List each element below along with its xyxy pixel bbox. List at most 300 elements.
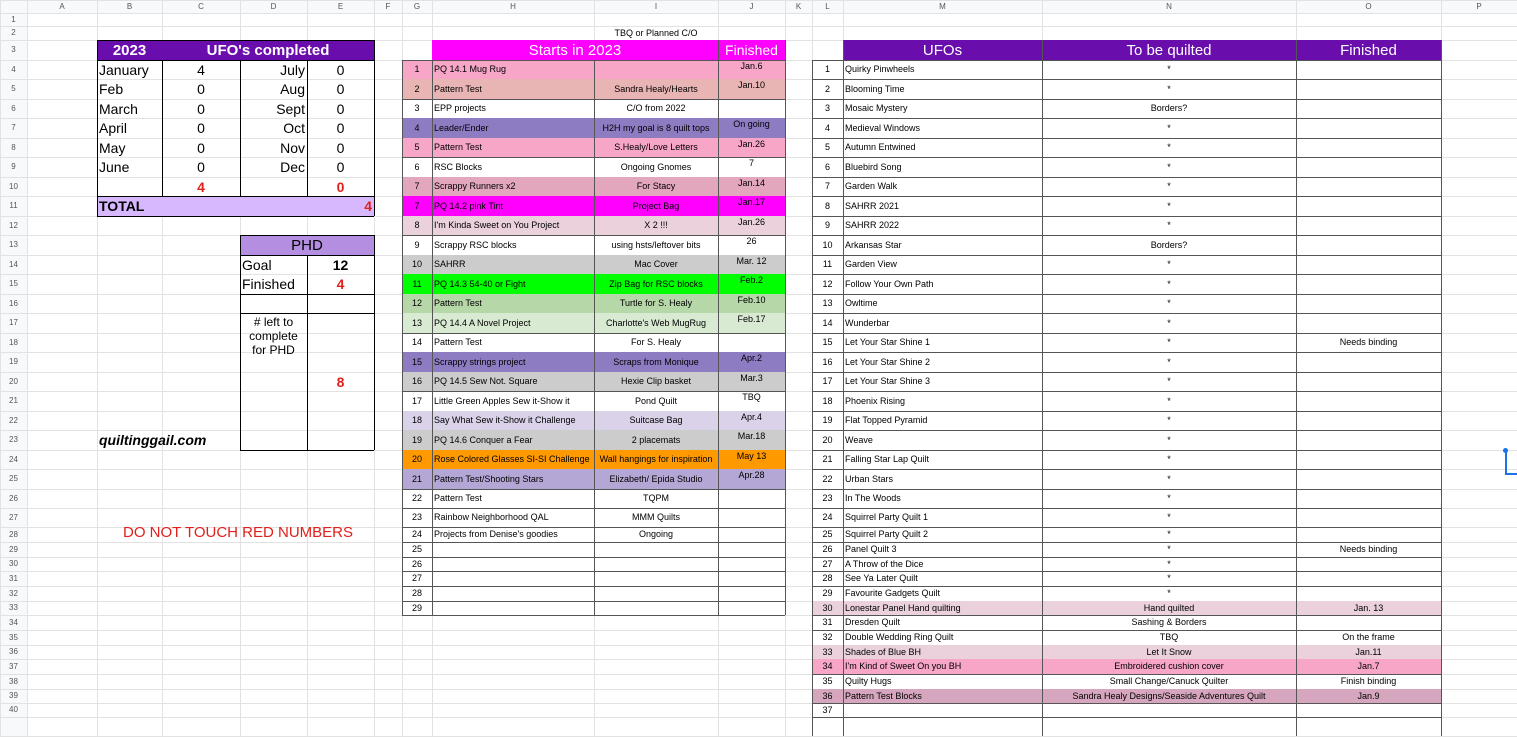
- ufos-quilt-name[interactable]: Autumn Entwined: [845, 142, 916, 152]
- ufos-quilt-name[interactable]: Mosaic Mystery: [845, 103, 908, 113]
- starts-index[interactable]: 6: [414, 161, 420, 172]
- ufos-index[interactable]: 2: [824, 83, 830, 94]
- ufos-quilt-name[interactable]: Pattern Test Blocks: [843, 689, 1042, 703]
- starts-index[interactable]: 24: [411, 529, 422, 539]
- ufo-month-right[interactable]: Sept: [276, 100, 305, 117]
- row-header-29[interactable]: 29: [9, 544, 18, 554]
- ufo-count-left[interactable]: 4: [197, 61, 205, 78]
- starts-index[interactable]: 3: [414, 103, 420, 113]
- ufos-finished[interactable]: Jan. 13: [1296, 601, 1441, 615]
- row-header-18[interactable]: 18: [9, 337, 18, 347]
- ufos-to-be-quilted[interactable]: *: [1167, 573, 1171, 583]
- starts-project[interactable]: PQ 14.4 A Novel Project: [432, 313, 594, 333]
- ufo-completed-header[interactable]: UFO's completed: [162, 40, 374, 60]
- starts-project[interactable]: EPP projects: [434, 103, 486, 113]
- column-header-j[interactable]: J: [749, 2, 754, 11]
- row-header-9[interactable]: 9: [11, 162, 16, 171]
- ufos-to-be-quilted[interactable]: *: [1167, 259, 1171, 269]
- ufos-to-be-quilted[interactable]: *: [1167, 122, 1171, 133]
- starts-finished[interactable]: May 13: [718, 450, 785, 469]
- ufos-finished[interactable]: On the frame: [1342, 632, 1395, 642]
- starts-finished[interactable]: Jan.26: [718, 138, 785, 157]
- ufo-count-right[interactable]: 0: [336, 100, 345, 117]
- starts-finished[interactable]: [718, 542, 785, 557]
- ufos-index[interactable]: 22: [822, 473, 833, 484]
- row-header-34[interactable]: 34: [9, 617, 18, 627]
- ufos-finished[interactable]: [1296, 294, 1441, 313]
- starts-index[interactable]: 25: [411, 544, 422, 554]
- ufo-count-left[interactable]: 0: [197, 81, 205, 97]
- phd-goal-label[interactable]: Goal: [242, 256, 272, 273]
- starts-project[interactable]: Pattern Test: [434, 337, 482, 347]
- ufo-total-label[interactable]: TOTAL: [97, 196, 162, 216]
- ufos-to-be-quilted[interactable]: Small Change/Canuck Quilter: [1109, 676, 1229, 686]
- starts-finished[interactable]: Apr.2: [718, 352, 785, 372]
- ufos-index[interactable]: 19: [822, 415, 833, 425]
- starts-planned[interactable]: Wall hangings for inspiration: [594, 450, 718, 469]
- row-header-22[interactable]: 22: [9, 415, 18, 425]
- ufos-quilt-name[interactable]: Let Your Star Shine 3: [845, 376, 931, 386]
- starts-project[interactable]: RSC Blocks: [434, 161, 483, 172]
- ufos-finished[interactable]: [1296, 177, 1441, 196]
- starts-index[interactable]: 19: [402, 430, 432, 450]
- starts-planned[interactable]: Ongoing: [638, 529, 674, 539]
- ufos-finished[interactable]: [1296, 586, 1441, 601]
- row-header-24[interactable]: 24: [9, 454, 18, 464]
- starts-index[interactable]: 12: [402, 294, 432, 313]
- starts-project[interactable]: [432, 586, 594, 601]
- ufos-to-be-quilted[interactable]: *: [1167, 142, 1171, 152]
- ufos-quilt-name[interactable]: Panel Quilt 3: [845, 544, 897, 554]
- ufos-quilt-name[interactable]: SAHRR 2022: [845, 220, 900, 230]
- starts-index[interactable]: 26: [411, 558, 422, 569]
- ufos-index[interactable]: 33: [812, 645, 843, 659]
- ufos-quilt-name[interactable]: SAHRR 2021: [845, 200, 900, 211]
- ufos-index[interactable]: 8: [824, 200, 830, 211]
- ufos-to-be-quilted[interactable]: Borders?: [1150, 239, 1188, 250]
- row-header-33[interactable]: 33: [9, 603, 18, 612]
- ufos-quilt-name[interactable]: [843, 703, 1042, 717]
- starts-project[interactable]: Pattern Test: [432, 79, 594, 99]
- row-header-26[interactable]: 26: [9, 493, 18, 503]
- starts-planned[interactable]: MMM Quilts: [632, 512, 680, 522]
- ufos-quilt-name[interactable]: A Throw of the Dice: [845, 558, 924, 569]
- starts-planned[interactable]: X 2 !!!: [594, 216, 718, 235]
- ufos-index[interactable]: 13: [822, 298, 833, 308]
- ufos-to-be-quilted[interactable]: *: [1167, 64, 1171, 74]
- ufos-quilt-name[interactable]: Urban Stars: [845, 473, 894, 484]
- ufos-index[interactable]: 24: [822, 512, 833, 522]
- starts-finished-header[interactable]: Finished: [718, 40, 785, 60]
- ufos-finished[interactable]: [1296, 411, 1441, 430]
- starts-finished[interactable]: 26: [746, 236, 757, 246]
- starts-index[interactable]: 17: [411, 395, 422, 406]
- row-header-12[interactable]: 12: [9, 220, 18, 230]
- column-header-l[interactable]: L: [825, 2, 830, 11]
- ufo-count-left[interactable]: 0: [197, 159, 205, 175]
- row-header-37[interactable]: 37: [9, 661, 18, 671]
- ufos-quilt-name[interactable]: Arkansas Star: [845, 239, 902, 250]
- starts-project[interactable]: [432, 601, 594, 615]
- ufos-quilt-name[interactable]: Shades of Blue BH: [843, 645, 1042, 659]
- ufos-to-be-quilted[interactable]: *: [1167, 317, 1171, 328]
- starts-planned[interactable]: C/O from 2022: [626, 103, 686, 113]
- row-header-28[interactable]: 28: [9, 529, 18, 539]
- row-header-11[interactable]: 11: [9, 201, 18, 210]
- ufos-finished[interactable]: Jan.7: [1296, 659, 1441, 674]
- starts-planned[interactable]: [594, 542, 718, 557]
- ufos-finished[interactable]: [1296, 138, 1441, 157]
- ufos-to-be-quilted[interactable]: *: [1167, 200, 1171, 211]
- starts-planned[interactable]: 2 placemats: [594, 430, 718, 450]
- starts-finished[interactable]: Apr.28: [718, 469, 785, 489]
- starts-planned[interactable]: Elizabeth/ Epida Studio: [594, 469, 718, 489]
- ufos-to-be-quilted[interactable]: *: [1167, 473, 1171, 484]
- starts-finished[interactable]: [718, 508, 785, 527]
- starts-project[interactable]: PQ 14.2 pink Tint: [432, 196, 594, 216]
- ufos-to-be-quilted[interactable]: *: [1167, 298, 1171, 308]
- ufos-quilt-name[interactable]: Phoenix Rising: [845, 395, 906, 406]
- ufos-finished[interactable]: [1296, 703, 1441, 717]
- ufos-finished[interactable]: Finish binding: [1340, 676, 1397, 686]
- starts-planned[interactable]: [594, 586, 718, 601]
- starts-project[interactable]: Little Green Apples Sew it-Show it: [434, 395, 570, 406]
- ufos-index[interactable]: 9: [824, 220, 830, 230]
- row-header-5[interactable]: 5: [11, 84, 16, 93]
- row-header-39[interactable]: 39: [9, 691, 18, 700]
- ufos-to-be-quilted[interactable]: *: [1167, 395, 1171, 406]
- starts-header[interactable]: Starts in 2023: [432, 40, 718, 60]
- ufos-index[interactable]: 35: [822, 676, 833, 686]
- starts-planned[interactable]: Hexie Clip basket: [594, 372, 718, 391]
- starts-index[interactable]: 8: [402, 216, 432, 235]
- ufos-finished[interactable]: [1296, 450, 1441, 469]
- column-header-b[interactable]: B: [126, 2, 133, 11]
- starts-finished[interactable]: Apr.4: [718, 411, 785, 430]
- ufos-finished[interactable]: [1296, 60, 1441, 79]
- ufos-index[interactable]: 25: [822, 529, 833, 539]
- starts-project[interactable]: I'm Kinda Sweet on You Project: [432, 216, 594, 235]
- ufos-finished[interactable]: [1296, 157, 1441, 177]
- ufo-total-value[interactable]: 4: [162, 196, 374, 216]
- starts-project[interactable]: PQ 14.6 Conquer a Fear: [432, 430, 594, 450]
- row-header-4[interactable]: 4: [11, 64, 16, 74]
- ufos-finished[interactable]: [1296, 255, 1441, 274]
- ufos-finished-header[interactable]: Finished: [1296, 40, 1441, 60]
- row-header-36[interactable]: 36: [9, 647, 18, 656]
- ufo-count-left[interactable]: 0: [197, 139, 205, 156]
- starts-project[interactable]: Pattern Test/Shooting Stars: [432, 469, 594, 489]
- ufos-to-be-quilted[interactable]: Let It Snow: [1042, 645, 1296, 659]
- ufos-to-be-quilted[interactable]: *: [1167, 512, 1171, 522]
- ufos-to-be-quilted[interactable]: *: [1167, 161, 1171, 172]
- ufo-count-right[interactable]: 0: [336, 81, 345, 97]
- starts-planned[interactable]: using hsts/leftover bits: [611, 239, 701, 250]
- starts-planned[interactable]: [594, 571, 718, 586]
- row-header-25[interactable]: 25: [9, 474, 18, 483]
- starts-project[interactable]: Leader/Ender: [432, 118, 594, 138]
- ufos-finished[interactable]: [1296, 557, 1441, 571]
- ufos-index[interactable]: 27: [822, 558, 833, 569]
- ufos-quilt-name[interactable]: Wunderbar: [845, 317, 890, 328]
- ufos-to-be-quilted[interactable]: *: [1167, 337, 1171, 347]
- starts-project[interactable]: Pattern Test: [432, 138, 594, 157]
- starts-project[interactable]: PQ 14.3 54-40 or Fight: [432, 274, 594, 294]
- ufos-finished[interactable]: [1296, 235, 1441, 255]
- ufos-quilt-name[interactable]: Squirrel Party Quilt 1: [845, 512, 929, 522]
- ufos-finished[interactable]: [1296, 527, 1441, 542]
- column-header-c[interactable]: C: [198, 2, 204, 11]
- starts-finished[interactable]: [718, 586, 785, 601]
- starts-project[interactable]: Pattern Test: [434, 493, 482, 503]
- starts-index[interactable]: 22: [411, 493, 422, 503]
- ufos-index[interactable]: 21: [822, 454, 833, 464]
- starts-planned[interactable]: TQPM: [643, 493, 669, 503]
- starts-index[interactable]: 14: [411, 337, 422, 347]
- ufos-to-be-quilted[interactable]: Sandra Healy Designs/Seaside Adventures Quilt: [1042, 689, 1296, 703]
- ufo-month-right[interactable]: Oct: [283, 120, 305, 136]
- row-header-23[interactable]: 23: [9, 435, 18, 444]
- ufos-to-be-quilted[interactable]: *: [1167, 493, 1171, 503]
- ufos-to-be-quilted[interactable]: *: [1167, 529, 1171, 539]
- row-header-6[interactable]: 6: [11, 103, 16, 113]
- row-header-14[interactable]: 14: [9, 259, 18, 269]
- starts-index[interactable]: 21: [402, 469, 432, 489]
- phd-finished-value[interactable]: 4: [336, 276, 345, 292]
- ufos-index[interactable]: 26: [822, 544, 833, 554]
- row-header-40[interactable]: 40: [9, 705, 18, 714]
- ufos-quilt-name[interactable]: Medieval Windows: [845, 122, 921, 133]
- starts-index[interactable]: 23: [411, 512, 422, 522]
- starts-index[interactable]: 18: [402, 411, 432, 430]
- starts-project[interactable]: Projects from Denise's goodies: [434, 529, 558, 539]
- row-header-32[interactable]: 32: [9, 588, 18, 598]
- starts-index[interactable]: 27: [411, 573, 422, 583]
- starts-finished[interactable]: [718, 601, 785, 615]
- ufo-month-left[interactable]: May: [99, 139, 126, 156]
- row-header-19[interactable]: 19: [9, 357, 18, 366]
- ufos-finished[interactable]: [1296, 571, 1441, 586]
- ufos-index[interactable]: 3: [824, 103, 830, 113]
- starts-project[interactable]: SAHRR: [432, 255, 594, 274]
- column-header-o[interactable]: O: [1365, 2, 1372, 11]
- ufos-quilt-name[interactable]: Falling Star Lap Quilt: [845, 454, 930, 464]
- ufo-year-header[interactable]: 2023: [97, 40, 162, 60]
- starts-finished[interactable]: Jan.14: [718, 177, 785, 196]
- starts-planned[interactable]: For S. Healy: [630, 337, 681, 347]
- starts-index[interactable]: 15: [402, 352, 432, 372]
- starts-index[interactable]: 29: [411, 602, 422, 613]
- starts-finished[interactable]: Feb.10: [718, 294, 785, 313]
- starts-index[interactable]: 9: [414, 239, 420, 250]
- starts-finished[interactable]: Jan.10: [718, 79, 785, 99]
- ufos-to-be-quilted[interactable]: TBQ: [1159, 632, 1179, 642]
- ufos-to-be-quilted[interactable]: Embroidered cushion cover: [1042, 659, 1296, 674]
- starts-finished[interactable]: [718, 333, 785, 352]
- ufos-to-be-quilted[interactable]: Sashing & Borders: [1131, 617, 1207, 627]
- ufo-count-right[interactable]: 0: [336, 61, 345, 78]
- column-header-f[interactable]: F: [385, 2, 391, 11]
- starts-planned[interactable]: H2H my goal is 8 quilt tops: [594, 118, 718, 138]
- row-header-16[interactable]: 16: [9, 298, 18, 308]
- ufos-to-be-quilted[interactable]: *: [1167, 356, 1171, 367]
- starts-tbq-header[interactable]: TBQ or Planned C/O: [614, 27, 698, 38]
- column-header-a[interactable]: A: [59, 2, 65, 11]
- phd-goal-value[interactable]: 12: [332, 256, 349, 273]
- starts-index[interactable]: 7: [402, 196, 432, 216]
- starts-project[interactable]: Say What Sew it-Show it Challenge: [432, 411, 594, 430]
- ufos-to-be-quilted[interactable]: *: [1167, 278, 1171, 289]
- starts-index[interactable]: 13: [402, 313, 432, 333]
- ufo-count-left[interactable]: 0: [197, 120, 205, 136]
- starts-index[interactable]: 4: [402, 118, 432, 138]
- ufos-quilt-name[interactable]: Blooming Time: [845, 83, 905, 94]
- starts-index[interactable]: 11: [402, 274, 432, 294]
- starts-project[interactable]: [432, 542, 594, 557]
- column-header-i[interactable]: I: [654, 2, 658, 11]
- ufos-to-be-quilted[interactable]: *: [1167, 376, 1171, 386]
- starts-finished[interactable]: [718, 571, 785, 586]
- ufos-finished[interactable]: [1296, 391, 1441, 411]
- ufos-finished[interactable]: [1296, 615, 1441, 630]
- ufo-count-right[interactable]: 0: [336, 139, 345, 156]
- ufos-index[interactable]: 31: [822, 617, 833, 627]
- starts-index[interactable]: 7: [402, 177, 432, 196]
- ufos-quilt-name[interactable]: Dresden Quilt: [845, 617, 901, 627]
- ufos-quilt-name[interactable]: Squirrel Party Quilt 2: [845, 529, 929, 539]
- starts-project[interactable]: Scrappy Runners x2: [432, 177, 594, 196]
- ufos-to-be-quilted[interactable]: Borders?: [1150, 103, 1188, 113]
- row-header-8[interactable]: 8: [11, 142, 16, 152]
- starts-planned[interactable]: Suitcase Bag: [594, 411, 718, 430]
- starts-project[interactable]: [432, 571, 594, 586]
- ufos-quilt-name[interactable]: Favourite Gadgets Quilt: [845, 588, 941, 598]
- ufo-count-left[interactable]: 0: [197, 100, 205, 117]
- row-header-1[interactable]: 1: [11, 14, 16, 24]
- starts-planned[interactable]: [594, 557, 718, 571]
- starts-planned[interactable]: Pond Quilt: [634, 395, 678, 406]
- ufos-quilted-header[interactable]: To be quilted: [1042, 40, 1296, 60]
- ufos-finished[interactable]: [1296, 489, 1441, 508]
- starts-index[interactable]: 1: [402, 60, 432, 79]
- ufos-index[interactable]: 32: [822, 632, 833, 642]
- ufos-index[interactable]: 37: [822, 704, 833, 715]
- ufos-quilt-name[interactable]: Let Your Star Shine 2: [845, 356, 931, 367]
- column-header-k[interactable]: K: [795, 2, 802, 11]
- ufos-index[interactable]: 1: [824, 64, 830, 74]
- ufos-to-be-quilted[interactable]: *: [1167, 544, 1171, 554]
- ufos-finished[interactable]: Needs binding: [1339, 544, 1398, 554]
- starts-planned[interactable]: Turtle for S. Healy: [594, 294, 718, 313]
- column-header-d[interactable]: D: [270, 2, 277, 11]
- ufos-index[interactable]: 34: [812, 659, 843, 674]
- ufo-sum-right[interactable]: 0: [336, 178, 345, 195]
- ufo-month-right[interactable]: Aug: [280, 81, 305, 97]
- ufos-quilt-name[interactable]: See Ya Later Quilt: [845, 573, 918, 583]
- ufos-quilt-name[interactable]: Follow Your Own Path: [845, 278, 934, 289]
- starts-planned[interactable]: [594, 60, 718, 79]
- ufos-index[interactable]: 11: [822, 259, 833, 269]
- ufo-month-left[interactable]: June: [99, 159, 130, 175]
- ufos-quilt-name[interactable]: Garden Walk: [845, 181, 898, 191]
- starts-index[interactable]: 10: [402, 255, 432, 274]
- ufos-quilt-name[interactable]: In The Woods: [845, 493, 901, 503]
- row-header-20[interactable]: 20: [9, 376, 18, 386]
- ufos-quilt-name[interactable]: I'm Kind of Sweet On you BH: [843, 659, 1042, 674]
- starts-index[interactable]: 5: [402, 138, 432, 157]
- row-header-2[interactable]: 2: [11, 28, 16, 37]
- row-header-38[interactable]: 38: [9, 676, 18, 686]
- starts-project[interactable]: PQ 14.1 Mug Rug: [432, 60, 594, 79]
- ufos-to-be-quilted[interactable]: *: [1167, 181, 1171, 191]
- ufos-to-be-quilted[interactable]: *: [1167, 83, 1171, 94]
- ufos-finished[interactable]: [1296, 79, 1441, 99]
- row-header-21[interactable]: 21: [9, 396, 18, 405]
- starts-finished[interactable]: TBQ: [742, 392, 761, 402]
- starts-finished[interactable]: [718, 489, 785, 508]
- ufos-finished[interactable]: [1296, 196, 1441, 216]
- ufos-index[interactable]: 23: [822, 493, 833, 503]
- starts-project[interactable]: [432, 557, 594, 571]
- column-header-n[interactable]: N: [1166, 2, 1172, 11]
- ufos-to-be-quilted[interactable]: *: [1167, 220, 1171, 230]
- starts-project[interactable]: Pattern Test: [432, 294, 594, 313]
- ufos-finished[interactable]: [1296, 216, 1441, 235]
- starts-finished[interactable]: Mar.18: [718, 430, 785, 450]
- row-header-30[interactable]: 30: [9, 559, 18, 568]
- ufos-quilt-name[interactable]: Quilty Hugs: [845, 676, 892, 686]
- ufos-to-be-quilted[interactable]: *: [1167, 434, 1171, 445]
- starts-index[interactable]: 16: [402, 372, 432, 391]
- ufo-month-right[interactable]: Nov: [280, 139, 305, 156]
- phd-left-label[interactable]: # left to complete for PHD: [249, 315, 298, 357]
- ufos-finished[interactable]: [1296, 372, 1441, 391]
- ufo-month-left[interactable]: March: [99, 100, 138, 117]
- ufos-quilt-name[interactable]: Bluebird Song: [845, 161, 902, 172]
- row-header-13[interactable]: 13: [9, 240, 18, 249]
- starts-finished[interactable]: [718, 527, 785, 542]
- row-header-7[interactable]: 7: [11, 123, 16, 132]
- starts-planned[interactable]: Scraps from Monique: [594, 352, 718, 372]
- starts-finished[interactable]: [718, 99, 785, 118]
- starts-planned[interactable]: Sandra Healy/Hearts: [594, 79, 718, 99]
- column-header-m[interactable]: M: [939, 2, 946, 11]
- ufos-quilt-name[interactable]: Weave: [845, 434, 873, 445]
- ufos-index[interactable]: 36: [812, 689, 843, 703]
- ufos-finished[interactable]: Jan.9: [1296, 689, 1441, 703]
- ufo-count-right[interactable]: 0: [336, 159, 345, 175]
- ufos-to-be-quilted[interactable]: Hand quilted: [1042, 601, 1296, 615]
- starts-planned[interactable]: Zip Bag for RSC blocks: [594, 274, 718, 294]
- ufos-index[interactable]: 6: [824, 161, 830, 172]
- starts-project[interactable]: Rose Colored Glasses SI-SI Challenge: [432, 450, 594, 469]
- ufos-quilt-name[interactable]: Lonestar Panel Hand quilting: [843, 601, 1042, 615]
- ufos-index[interactable]: 7: [824, 181, 830, 191]
- ufos-to-be-quilted[interactable]: *: [1167, 415, 1171, 425]
- column-header-e[interactable]: E: [337, 2, 344, 11]
- ufo-month-left[interactable]: January: [99, 61, 149, 78]
- ufos-index[interactable]: 4: [824, 122, 830, 133]
- starts-index[interactable]: 28: [411, 588, 422, 598]
- ufos-finished[interactable]: [1296, 430, 1441, 450]
- ufos-to-be-quilted[interactable]: *: [1167, 558, 1171, 569]
- ufos-header[interactable]: UFOs: [843, 40, 1042, 60]
- ufo-sum-left[interactable]: 4: [197, 178, 205, 195]
- ufo-month-left[interactable]: April: [99, 120, 128, 136]
- ufos-finished[interactable]: [1296, 274, 1441, 294]
- ufos-index[interactable]: 30: [812, 601, 843, 615]
- starts-index[interactable]: 2: [402, 79, 432, 99]
